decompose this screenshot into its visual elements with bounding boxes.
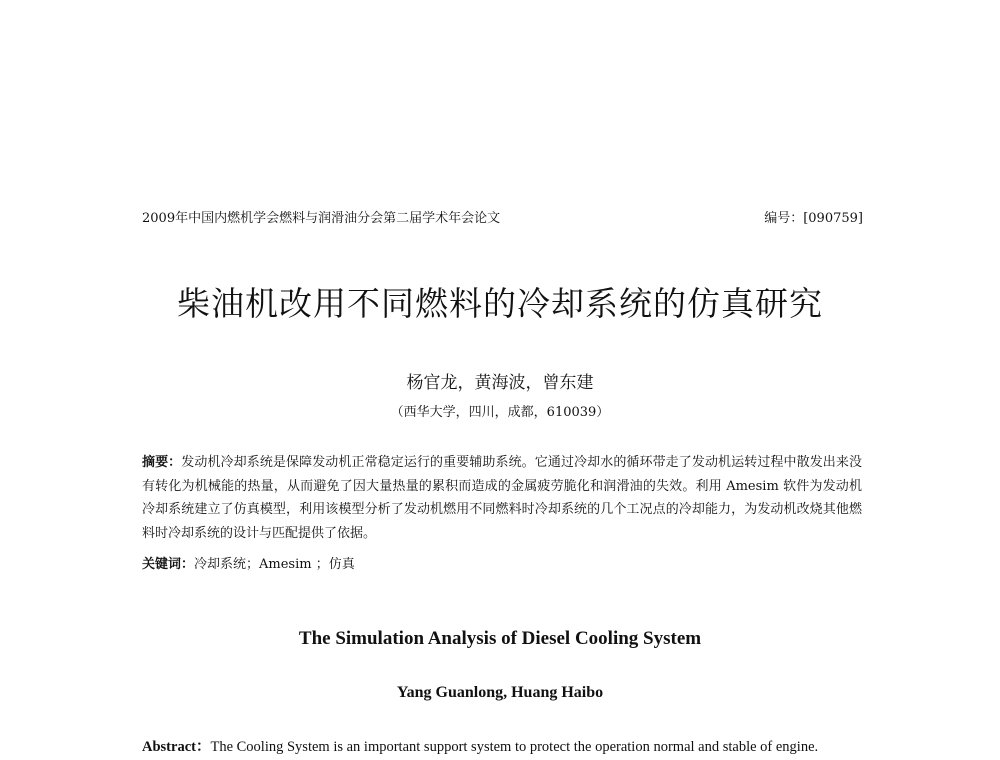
title-english: The Simulation Analysis of Diesel Cooling System [298, 628, 702, 649]
abstract-chinese-label: 摘要： [142, 455, 182, 470]
conference-header: 2009年中国内燃机学会燃料与润滑油分会第二届学术年会论文 [142, 211, 501, 226]
keywords-chinese-label: 关键词： [142, 557, 195, 572]
abstract-chinese-text: 发动机冷却系统是保障发动机正常稳定运行的重要辅助系统。它通过冷却水的循环带走了发动机运转过程中散发出来没有转化为机械能的热量，从而避免了因大量热量的累积而造成的金属疲劳脆化和润滑油的失效。利用 Amesim 软件为发动机冷却系统建立了仿真模型，利用该模型分析了发动机燃用不同燃料时冷却系统的几个工况点的冷却能力，为发动机改烧其他燃料时冷却系统的设计与匹配提供了依据。 [142, 455, 862, 541]
authors-english: Yang Guanlong, Huang Haibo [396, 684, 604, 701]
authors-chinese: 杨官龙，黄海波，曾东建 [406, 373, 594, 393]
title-chinese: 柴油机改用不同燃料的冷却系统的仿真研究 [177, 284, 823, 323]
affiliation-chinese: （西华大学，四川，成都，610039） [390, 405, 610, 420]
paper-number-value: [090759] [803, 211, 863, 226]
paper-number-label: 编号： [764, 211, 804, 226]
keywords-chinese-text: 冷却系统；Amesim ；仿真 [194, 557, 355, 572]
abstract-english-text: The Cooling System is an important support system to protect the operation normal and stable of engine. [210, 739, 819, 755]
abstract-chinese [142, 451, 862, 545]
abstract-english [142, 735, 862, 756]
keywords-chinese [142, 553, 355, 572]
paper-number [764, 207, 863, 226]
abstract-english-label: Abstract： [142, 739, 211, 755]
